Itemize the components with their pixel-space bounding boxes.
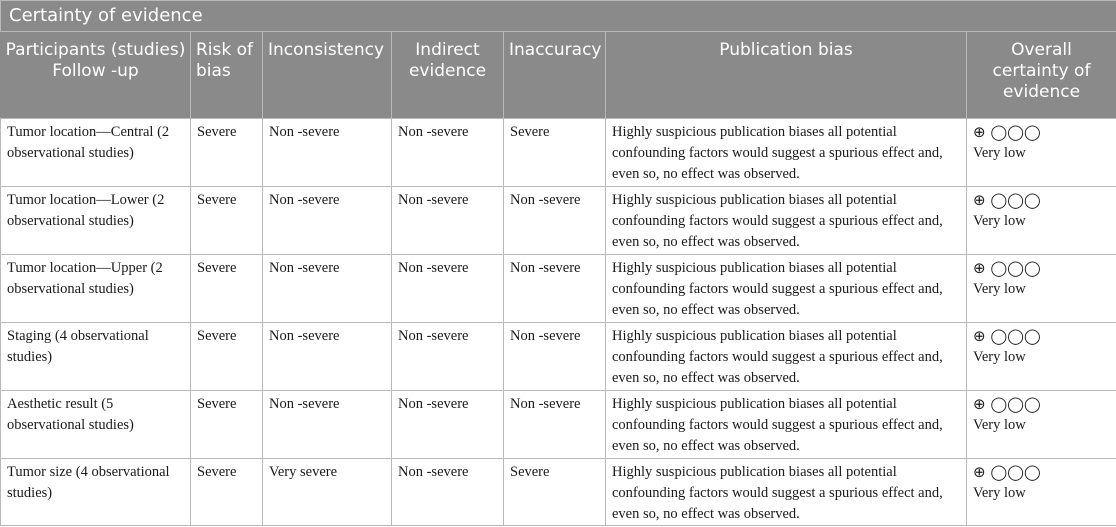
certainty-symbols-icon: ⊕ ◯◯◯ (973, 395, 1041, 413)
header-indirect-evidence: Indirect evidence (392, 32, 504, 119)
header-overall-certainty: Overall certainty of evidence (967, 32, 1116, 119)
cell-inconsistency: Non -severe (263, 255, 392, 323)
table-caption-row (1, 1, 1116, 32)
cell-participants: Tumor size (4 observational studies) (1, 459, 191, 526)
certainty-symbols-icon: ⊕ ◯◯◯ (973, 123, 1041, 141)
certainty-label: Very low (973, 417, 1026, 433)
table-row (1, 391, 1116, 459)
cell-indirect-evidence: Non -severe (392, 391, 504, 459)
cell-indirect-evidence: Non -severe (392, 119, 504, 187)
cell-risk-of-bias: Severe (191, 255, 263, 323)
cell-inaccuracy: Non -severe (504, 323, 606, 391)
cell-publication-bias: Highly suspicious publication biases all potential confounding factors would suggest a spurious effect and, even so, no effect was observed. (606, 459, 967, 526)
table-row (1, 255, 1116, 323)
table-row (1, 119, 1116, 187)
header-risk-of-bias: Risk of bias (191, 32, 263, 119)
cell-overall-certainty (967, 255, 1116, 323)
certainty-label: Very low (973, 281, 1026, 297)
cell-overall-certainty (967, 323, 1116, 391)
header-publication-bias: Publication bias (606, 32, 967, 119)
cell-overall-certainty (967, 391, 1116, 459)
cell-risk-of-bias: Severe (191, 119, 263, 187)
cell-participants: Tumor location—Central (2 observational studies) (1, 119, 191, 187)
cell-participants: Staging (4 observational studies) (1, 323, 191, 391)
header-inaccuracy: Inaccuracy (504, 32, 606, 119)
cell-risk-of-bias: Severe (191, 187, 263, 255)
cell-risk-of-bias: Severe (191, 323, 263, 391)
header-inconsistency: Inconsistency (263, 32, 392, 119)
cell-publication-bias: Highly suspicious publication biases all potential confounding factors would suggest a spurious effect and, even so, no effect was observed. (606, 187, 967, 255)
cell-indirect-evidence: Non -severe (392, 459, 504, 526)
cell-inaccuracy: Severe (504, 119, 606, 187)
cell-inaccuracy: Severe (504, 459, 606, 526)
table-row (1, 459, 1116, 526)
certainty-label: Very low (973, 145, 1026, 161)
cell-publication-bias: Highly suspicious publication biases all potential confounding factors would suggest a spurious effect and, even so, no effect was observed. (606, 255, 967, 323)
table-caption: Certainty of evidence (1, 1, 1116, 32)
cell-inaccuracy: Non -severe (504, 391, 606, 459)
cell-overall-certainty (967, 187, 1116, 255)
certainty-label: Very low (973, 213, 1026, 229)
cell-inconsistency: Non -severe (263, 391, 392, 459)
cell-inconsistency: Non -severe (263, 119, 392, 187)
cell-inconsistency: Non -severe (263, 187, 392, 255)
cell-inconsistency: Very severe (263, 459, 392, 526)
certainty-symbols-icon: ⊕ ◯◯◯ (973, 191, 1041, 209)
cell-publication-bias: Highly suspicious publication biases all potential confounding factors would suggest a spurious effect and, even so, no effect was observed. (606, 119, 967, 187)
cell-participants: Aesthetic result (5 observational studies) (1, 391, 191, 459)
certainty-symbols-icon: ⊕ ◯◯◯ (973, 259, 1041, 277)
cell-publication-bias: Highly suspicious publication biases all potential confounding factors would suggest a spurious effect and, even so, no effect was observed. (606, 323, 967, 391)
cell-inconsistency: Non -severe (263, 323, 392, 391)
cell-risk-of-bias: Severe (191, 459, 263, 526)
cell-participants: Tumor location—Upper (2 observational studies) (1, 255, 191, 323)
table-row (1, 323, 1116, 391)
cell-overall-certainty (967, 119, 1116, 187)
certainty-symbols-icon: ⊕ ◯◯◯ (973, 327, 1041, 345)
cell-indirect-evidence: Non -severe (392, 187, 504, 255)
certainty-symbols-icon: ⊕ ◯◯◯ (973, 463, 1041, 481)
cell-inaccuracy: Non -severe (504, 255, 606, 323)
cell-indirect-evidence: Non -severe (392, 255, 504, 323)
certainty-label: Very low (973, 485, 1026, 501)
cell-publication-bias: Highly suspicious publication biases all potential confounding factors would suggest a spurious effect and, even so, no effect was observed. (606, 391, 967, 459)
header-participants: Participants (studies) Follow -up (1, 32, 191, 119)
table-row (1, 187, 1116, 255)
cell-overall-certainty (967, 459, 1116, 526)
table-header-row (1, 32, 1116, 119)
cell-participants: Tumor location—Lower (2 observational studies) (1, 187, 191, 255)
cell-risk-of-bias: Severe (191, 391, 263, 459)
cell-inaccuracy: Non -severe (504, 187, 606, 255)
cell-indirect-evidence: Non -severe (392, 323, 504, 391)
certainty-label: Very low (973, 349, 1026, 365)
